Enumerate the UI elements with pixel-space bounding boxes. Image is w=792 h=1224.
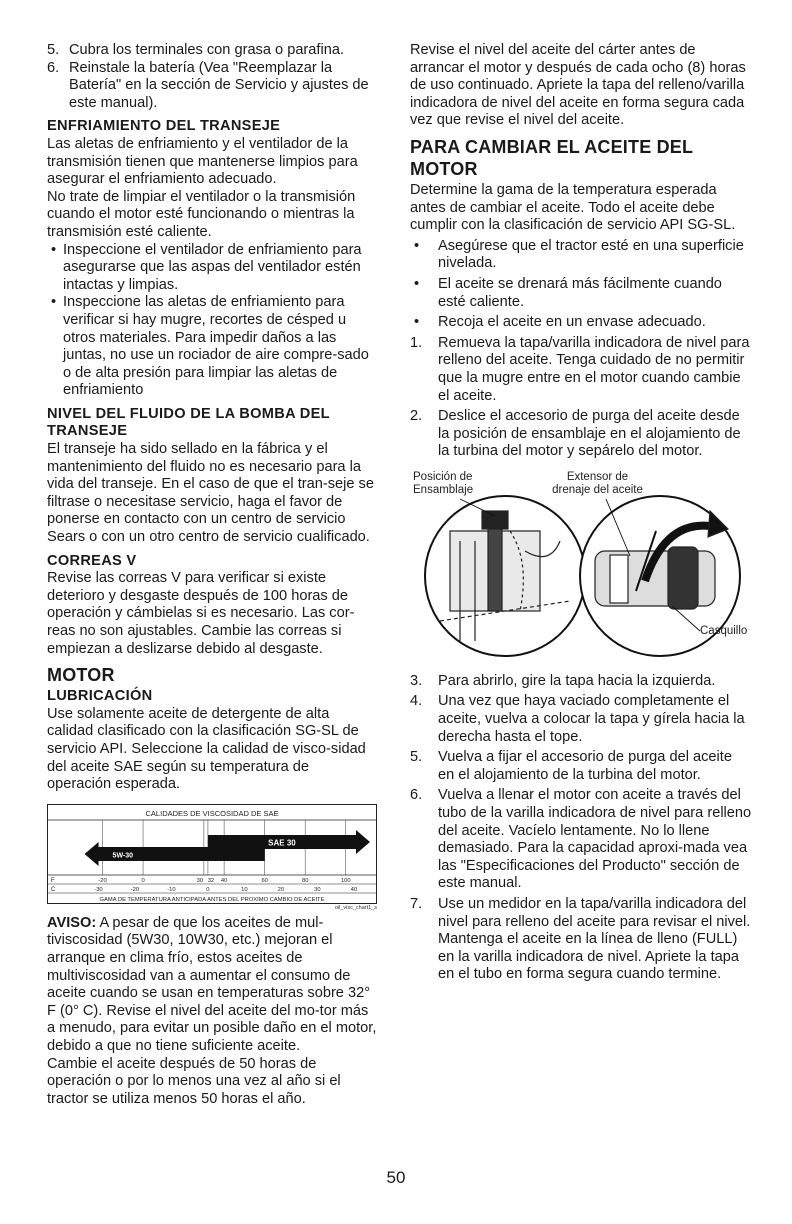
page-number: 50 [386, 1168, 406, 1187]
chart-code: oil_visc_chart1_s [334, 904, 377, 911]
cooling-warning: No trate de limpiar el ventilador o la transmisión cuando el motor esté funcionando o mientras la transmisión esté caliente. [47, 188, 356, 240]
list-item: • El aceite se drenará más fácilmente cuando esté caliente. [414, 275, 722, 310]
list-item: 6. Vuelva a llenar el motor con aceite a través del tubo de la varilla indicadora de nivel para relleno del aceite. Vacíelo lentamente. No lo llene demasiado. Para la capacidad aproxi-mada vea las "Especificaciones del Producto" sección de este manual. [410, 787, 752, 892]
f-tick-label: -20 [98, 877, 107, 884]
lubrication-heading: LUBRICACIÓN [47, 688, 153, 705]
f-tick-label: 100 [340, 877, 351, 884]
f-tick-label: 30 [196, 877, 204, 884]
oil-change-paragraph: Cambie el aceite después de 50 horas de operación o por lo menos una vez al año si el tractor se utiliza menos 50 horas el año. [47, 1055, 341, 1107]
list-item: 6. Reinstale la batería (Vea "Reemplazar la Batería" en la sección de Servicio y ajustes de este manual). [47, 59, 369, 111]
left-column [47, 42, 377, 1108]
chart-title: CALIDADES DE VISCOSIDAD DE SAE [145, 808, 279, 818]
change-oil-steps-a [410, 335, 752, 461]
f-tick-label: 40 [220, 877, 228, 884]
bar-label-sae-30: SAE 30 [268, 838, 296, 848]
c-tick-label: 0 [206, 886, 210, 893]
oil-check-paragraph: Revise el nivel del aceite del cárter antes de arrancar el motor y después de cada ocho (8) horas de uso continuado. Apriete la tapa del relleno/varilla indicadora de nivel del aceite en forma segura cada vez que revise el nivel del aceite. [410, 42, 746, 129]
aviso-text: A pesar de que los aceites de mul-tiviscosidad (5W30, 10W30, etc.) mejoran el arranque en clima frío, estos aceites de multiviscosidad van a aumentar el consumo de aceite cuando se usan en temperaturas sobre 32° F (0° C). Revise el nivel del aceite del mo-tor más a menudo, para evitar un posible daño en el motor, debido a que no tiene suficiente aceite. [47, 914, 377, 1054]
f-axis-label: F [51, 877, 55, 884]
c-axis-label: C [51, 886, 56, 893]
assembly-position-label: Posición de Ensamblaje [413, 470, 474, 496]
viscosity-chart [47, 804, 377, 904]
change-oil-bullets [410, 238, 752, 332]
list-item: 1. Remueva la tapa/varilla indicadora de nivel para relleno del aceite. Tenga cuidado de no permitir que la mugre entre en el motor cuando cambie el aceite. [410, 334, 750, 404]
list-item: 5. Cubra los terminales con grasa o parafina. [47, 42, 344, 58]
drain-extender-label: Extensor de drenaje del aceite [552, 470, 643, 496]
aviso-label: AVISO: [47, 914, 97, 931]
c-tick-label: -20 [130, 886, 140, 893]
list-item: 5. Vuelva a fijar el accesorio de purga del aceite en el alojamiento de la turbina del motor. [410, 749, 732, 783]
c-tick-label: 30 [314, 886, 321, 893]
change-oil-steps-b [410, 673, 752, 984]
c-tick-label: -10 [167, 886, 176, 893]
list-item: • Recoja el aceite en un envase adecuado. [414, 314, 706, 331]
change-oil-heading: PARA CAMBIAR EL ACEITE DEL MOTOR [410, 136, 693, 179]
right-column [410, 42, 752, 984]
f-tick-label: 32 [207, 877, 215, 884]
c-tick-label: 10 [241, 886, 248, 893]
list-item: 7. Use un medidor en la tapa/varilla indicadora del nivel para relleno del aceite para revisar el nivel. Mantenga el aceite en la línea de lleno (FULL) en la varilla indicadora de nivel. Apriete la tapa en el tubo en forma segura cuando termine. [410, 896, 751, 983]
bar-label-5w-30: 5W-30 [112, 852, 134, 860]
list-item: 4. Una vez que haya vaciado completamente el aceite, vuelva a colocar la tapa y gírela hacia la derecha hasta el tope. [410, 693, 745, 745]
belts-paragraph: Revise las correas V para verificar si existe deterioro y desgaste después de 100 horas de operación y cámbielas si es necesario. Las cor-reas no son ajustables. Cambie las correas si empiezan a deslizarse debido al desgaste. [47, 570, 355, 657]
chart-footer: GAMA DE TEMPERATURA ANTICIPADA ANTES DEL PROXIMO CAMBIO DE ACEITE [99, 896, 325, 903]
fluid-heading: NIVEL DEL FLUIDO DE LA BOMBA DEL TRANSEJE [47, 405, 330, 440]
viscosity-chart-svg [48, 805, 376, 903]
c-tick-label: 20 [277, 886, 285, 893]
change-oil-paragraph: Determine la gama de la temperatura esperada antes de cambiar el aceite. Todo el aceite debe cumplir con la clasificación de servicio API SG-SL. [410, 181, 736, 234]
cooling-heading: ENFRIAMIENTO DEL TRANSEJE [47, 118, 281, 135]
fluid-paragraph: El transeje ha sido sellado en la fábrica y el mantenimiento del fluido no es necesario para la vida del transeje. En el caso de que el tran-seje se filtrase o necesitase servicio, haga el favor de ponerse en contacto con un centro de servicio Sears o con un otro centro de servicio cualificado. [47, 441, 374, 546]
list-item: • Inspeccione las aletas de enfriamiento para verificar si hay mugre, recortes de césped u otros materiales. Para impedir daños a las juntas, no use un rociador de aire compre-sado o de alta presión para limpiar las aletas de enfriamiento [51, 294, 369, 399]
list-item: • Inspeccione el ventilador de enfriamiento para asegurarse que las aspas del ventilador estén intactas y limpias. [51, 241, 362, 293]
cap-label: Casquillo [700, 624, 748, 637]
c-tick-label: 40 [350, 886, 358, 893]
f-tick-label: 60 [261, 877, 268, 884]
list-item: 3. Para abrirlo, gire la tapa hacia la izquierda. [410, 672, 716, 689]
motor-heading: MOTOR [47, 665, 115, 686]
intro-steps [47, 42, 377, 112]
list-item: 2. Deslice el accesorio de purga del aceite desde la posición de ensamblaje en el alojamiento de la turbina del motor y sepárelo del motor. [410, 408, 741, 460]
cooling-paragraph: Las aletas de enfriamiento y el ventilador de la transmisión tienen que mantenerse limpios para asegurar el enfriamiento adecuado. [47, 135, 358, 188]
aviso-paragraph [47, 915, 377, 1056]
drain-figure [410, 471, 752, 667]
belts-heading: CORREAS V [47, 552, 137, 569]
cooling-bullets [47, 242, 377, 400]
list-item: • Asegúrese que el tractor esté en una superficie nivelada. [414, 237, 744, 272]
lubrication-paragraph: Use solamente aceite de detergente de alta calidad clasificado con la clasificación SG-SL de servicio API. Seleccione la calidad de visco-sidad del aceite SAE según su temperatura de operación esperada. [47, 705, 366, 793]
c-tick-label: -30 [94, 886, 103, 893]
f-tick-label: 80 [301, 877, 309, 884]
f-tick-label: 0 [141, 877, 145, 884]
